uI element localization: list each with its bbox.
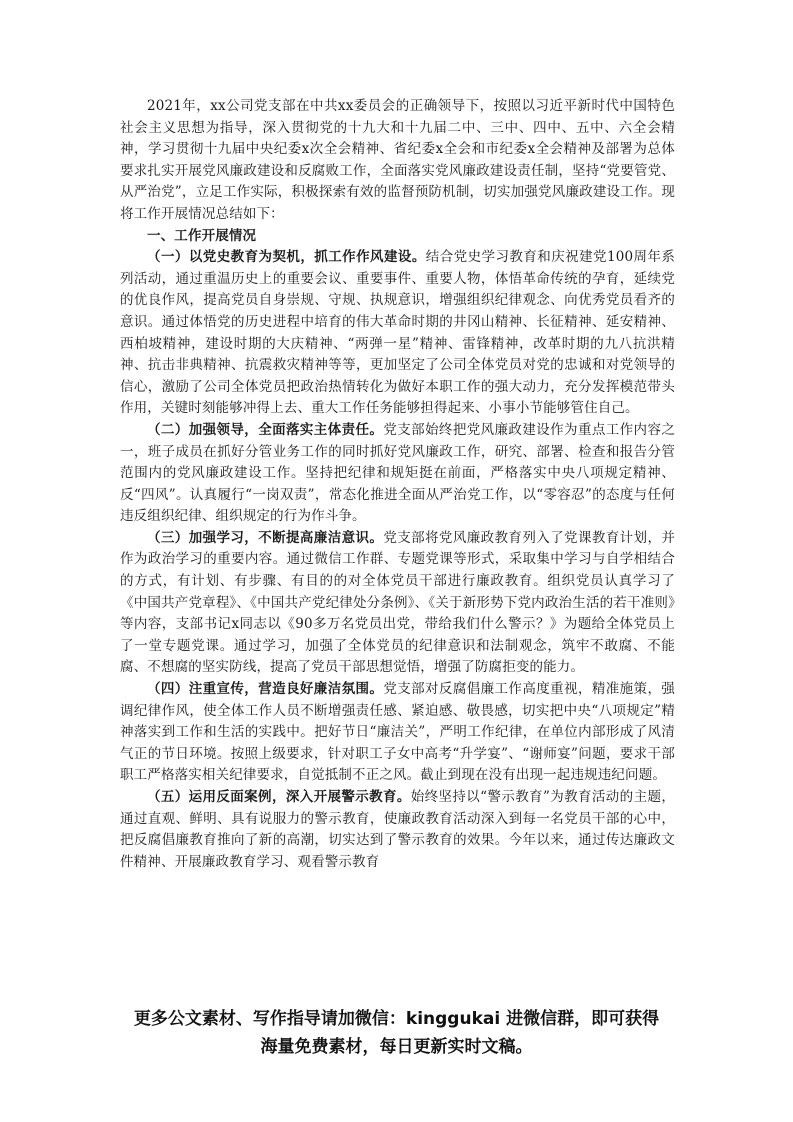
section-heading: 一、工作开展情况	[147, 227, 257, 244]
item-paragraph-1	[120, 247, 675, 420]
item-paragraph-3	[120, 528, 675, 679]
item-body-2: 党支部始终把党风廉政建设作为重点工作内容之一，班子成员在抓好分管业务工作的同时抓好党风廉政工作，研究、部署、检查和报告分管范围内的党风廉政建设工作。坚持把纪律和规矩挺在前面，严格落实中央八项规定精神、反“四风”。认真履行“一岗双责”，常态化推进全面从严治党工作，以“零容忍”的态度与任何违反组织纪律、组织规定的行为作斗争。	[120, 421, 675, 525]
item-body-5: 始终坚持以“警示教育”为教育活动的主题，通过直观、鲜明、具有说服力的警示教育，使廉政教育活动深入到每一名党员干部的心中，把反腐倡廉教育推向了新的高潮，切实达到了警示教育的效果。今年以来，通过传达廉政文件精神、开展廉政教育学习、观看警示教育	[120, 789, 675, 870]
item-lead-2: （二）加强领导，全面落实主体责任。	[147, 421, 384, 438]
item-lead-4: （四）注重宣传，营造良好廉洁氛围。	[147, 681, 384, 698]
item-paragraph-4	[120, 679, 675, 787]
item-paragraph-2	[120, 420, 675, 528]
item-body-1: 结合党史学习教育和庆祝建党100周年系列活动，通过重温历史上的重要会议、重要事件、重要人物，体悟革命传统的孕育，延续党的优良作风，提高党员自身崇规、守规、执规意识，增强组织纪律观念、向优秀党员看齐的意识。通过体悟党的历史进程中培育的伟大革命时期的井冈山精神、长征精神、延安精神、西柏坡精神，建设时期的大庆精神、“两弹一星”精神、雷锋精神，改革时期的九八抗洪精神、抗击非典精神、抗震救灾精神等等，更加坚定了公司全体党员对党的忠诚和对党领导的信心，激励了公司全体党员把政治热情转化为做好本职工作的强大动力，充分发挥模范带头作用，关键时刻能够冲得上去、重大工作任务能够担得起来、小事小节能够管住自己。	[120, 249, 675, 417]
promo-footer	[100, 1005, 693, 1061]
item-lead-1: （一）以党史教育为契机，抓工作作风建设。	[147, 249, 426, 266]
item-body-4: 党支部对反腐倡廉工作高度重视，精准施策，强调纪律作风，使全体工作人员不断增强责任感、紧迫感、敬畏感，切实把中央“八项规定”精神落实到工作和生活的实践中。把好节日“廉洁关”，严明工作纪律，在单位内部形成了风清气正的节日环境。按照上级要求，针对职工子女中高考“升学宴”、“谢师宴”问题，要求干部职工严格落实相关纪律要求，自觉抵制不正之风。截止到现在没有出现一起违规违纪问题。	[120, 681, 675, 784]
promo-line-1: 更多公文素材、写作指导请加微信：kinggukai 进微信群，即可获得	[133, 1009, 660, 1029]
intro-paragraph: 2021年，xx公司党支部在中共xx委员会的正确领导下，按照以习近平新时代中国特色社会主义思想为指导，深入贯彻党的十九大和十九届二中、三中、四中、五中、六全会精神，学习贯彻十九届中央纪委x次全会精神、省纪委x全会和市纪委x全会精神及部署为总体要求扎实开展党风廉政建设和反腐败工作，全面落实党风廉政建设责任制，坚持“党要管党、从严治党”，立足工作实际，积极探索有效的监督预防机制，切实加强党风廉政建设工作。现将工作开展情况总结如下：	[120, 98, 675, 222]
item-lead-5: （五）运用反面案例，深入开展警示教育。	[147, 789, 411, 805]
promo-line-2: 海量免费素材，每日更新实时文稿。	[260, 1037, 533, 1057]
item-lead-3: （三）加强学习，不断提高廉洁意识。	[147, 529, 384, 546]
item-body-3: 党支部将党风廉政教育列入了党课教育计划，并作为政治学习的重要内容。通过微信工作群、专题党课等形式，采取集中学习与自学相结合的方式，有计划、有步骤、有目的的对全体党员干部进行廉政教育。组织党员认真学习了《中国共产党章程》、《中国共产党纪律处分条例》、《关于新形势下党内政治生活的若干准则》等内容，支部书记x同志以《90多万名党员出党，带给我们什么警示？》为题给全体党员上了一堂专题党课。通过学习，加强了全体党员的纪律意识和法制观念，筑牢不敢腐、不能腐、不想腐的坚实防线，提高了党员干部思想觉悟，增强了防腐拒变的能力。	[120, 529, 675, 676]
item-paragraph-5	[120, 787, 675, 873]
document-body	[120, 96, 675, 873]
